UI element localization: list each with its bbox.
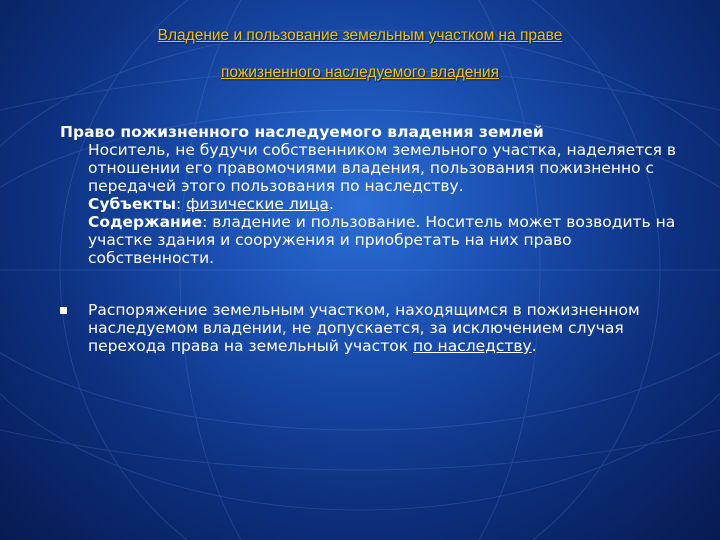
subjects-label: Субъекты	[88, 195, 176, 213]
subjects-end: .	[328, 195, 334, 213]
slide-title-line-2: пожизненного наследуемого владения	[221, 64, 499, 81]
content-paragraph	[88, 213, 700, 267]
slide-title-line-1: Владение и пользование земельным участком на праве	[157, 27, 563, 44]
bullet-paragraph	[88, 301, 700, 355]
square-bullet-icon	[60, 307, 67, 314]
content-text: : владение и пользование. Носитель может возводить на участке здания и сооружения и приобретать на них право собственности.	[88, 213, 676, 267]
subjects-paragraph	[88, 195, 700, 213]
subjects-separator: :	[175, 195, 187, 213]
section-heading: Право пожизненного наследуемого владения землей	[60, 123, 544, 141]
bullet-text: Распоряжение земельным участком, находящимся в пожизненном наследуемом владении, не допускается, за исключением случая перехода права на земельный участок	[88, 301, 640, 355]
bullet-item	[60, 301, 700, 355]
subjects-value: физические лица	[186, 195, 329, 213]
bullet-link-text: по наследству	[413, 337, 532, 355]
slide-body	[60, 123, 700, 355]
definition-paragraph: Носитель, не будучи собственником земельного участка, наделяется в отношении его правомочиями владения, пользования пожизненно с передачей этого пользования по наследству.	[88, 141, 677, 195]
content-label: Содержание	[88, 213, 203, 231]
bullet-end: .	[531, 337, 537, 355]
